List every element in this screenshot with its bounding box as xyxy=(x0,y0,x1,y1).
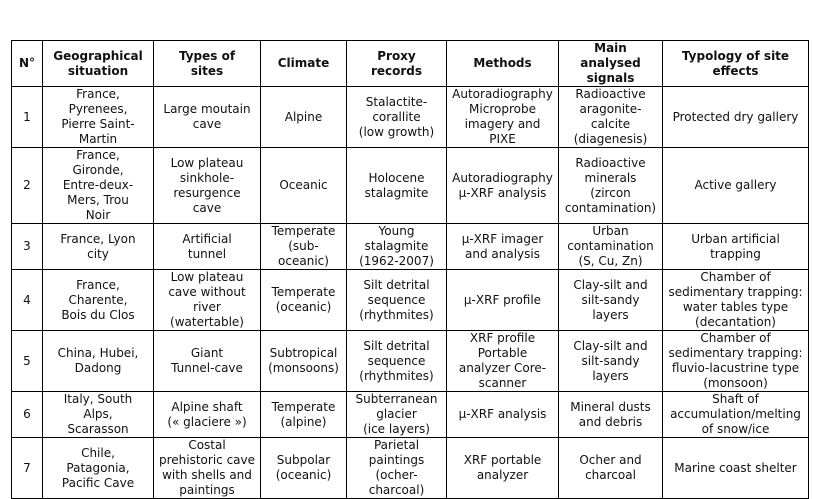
cell-number: 4 xyxy=(12,270,43,331)
cell-main-analysed-signals: Radioactive aragonite- calcite (diagenesis) xyxy=(559,87,663,148)
cell-methods: μ-XRF imager and analysis xyxy=(447,224,559,270)
cell-type-of-site: Low plateau cave without river (watertable) xyxy=(154,270,261,331)
cell-main-analysed-signals: Ocher and charcoal xyxy=(559,438,663,499)
table-row xyxy=(12,270,809,331)
cell-typology-of-site-effects: Chamber of sedimentary trapping: water tables type (decantation) xyxy=(663,270,809,331)
cell-type-of-site: Low plateau sinkhole- resurgence cave xyxy=(154,148,261,224)
cell-main-analysed-signals: Mineral dusts and debris xyxy=(559,392,663,438)
table-row xyxy=(12,148,809,224)
cell-number: 7 xyxy=(12,438,43,499)
header-climate: Climate xyxy=(261,41,347,87)
cell-number: 6 xyxy=(12,392,43,438)
cell-proxy-records: Parietal paintings (ocher- charcoal) xyxy=(347,438,447,499)
cell-number: 1 xyxy=(12,87,43,148)
cell-climate: Oceanic xyxy=(261,148,347,224)
header-geographical-situation: Geographical situation xyxy=(43,41,154,87)
cell-number: 3 xyxy=(12,224,43,270)
cell-number: 5 xyxy=(12,331,43,392)
cell-geographical-situation: France, Charente, Bois du Clos xyxy=(43,270,154,331)
header-proxy-records: Proxy records xyxy=(347,41,447,87)
header-types-of-sites: Types of sites xyxy=(154,41,261,87)
cell-methods: Autoradiography Microprobe imagery and PIXE xyxy=(447,87,559,148)
cell-type-of-site: Giant Tunnel-cave xyxy=(154,331,261,392)
table-container xyxy=(11,40,808,499)
cell-typology-of-site-effects: Protected dry gallery xyxy=(663,87,809,148)
cell-proxy-records: Silt detrital sequence (rhythmites) xyxy=(347,331,447,392)
cell-type-of-site: Large moutain cave xyxy=(154,87,261,148)
cell-typology-of-site-effects: Shaft of accumulation/melting of snow/ice xyxy=(663,392,809,438)
cell-typology-of-site-effects: Marine coast shelter xyxy=(663,438,809,499)
cell-geographical-situation: Italy, South Alps, Scarasson xyxy=(43,392,154,438)
cell-methods: μ-XRF analysis xyxy=(447,392,559,438)
cell-climate: Temperate (alpine) xyxy=(261,392,347,438)
cell-main-analysed-signals: Clay-silt and silt-sandy layers xyxy=(559,270,663,331)
cell-geographical-situation: France, Gironde, Entre-deux- Mers, Trou Noir xyxy=(43,148,154,224)
table-row xyxy=(12,438,809,499)
cell-number: 2 xyxy=(12,148,43,224)
cell-geographical-situation: France, Lyon city xyxy=(43,224,154,270)
site-effects-table xyxy=(11,40,809,499)
header-main-analysed-signals: Main analysed signals xyxy=(559,41,663,87)
header-number: N° xyxy=(12,41,43,87)
cell-climate: Temperate (sub- oceanic) xyxy=(261,224,347,270)
table-row xyxy=(12,392,809,438)
table-row xyxy=(12,87,809,148)
cell-geographical-situation: China, Hubei, Dadong xyxy=(43,331,154,392)
cell-type-of-site: Alpine shaft (« glaciere ») xyxy=(154,392,261,438)
cell-main-analysed-signals: Clay-silt and silt-sandy layers xyxy=(559,331,663,392)
header-row xyxy=(12,41,809,87)
cell-proxy-records: Young stalagmite (1962-2007) xyxy=(347,224,447,270)
cell-geographical-situation: Chile, Patagonia, Pacific Cave xyxy=(43,438,154,499)
cell-typology-of-site-effects: Chamber of sedimentary trapping: fluvio-lacustrine type (monsoon) xyxy=(663,331,809,392)
cell-methods: XRF profile Portable analyzer Core- scanner xyxy=(447,331,559,392)
cell-geographical-situation: France, Pyrenees, Pierre Saint- Martin xyxy=(43,87,154,148)
table-row xyxy=(12,331,809,392)
cell-methods: XRF portable analyzer xyxy=(447,438,559,499)
header-typology-of-site-effects: Typology of site effects xyxy=(663,41,809,87)
cell-climate: Subpolar (oceanic) xyxy=(261,438,347,499)
cell-proxy-records: Holocene stalagmite xyxy=(347,148,447,224)
header-methods: Methods xyxy=(447,41,559,87)
cell-type-of-site: Costal prehistoric cave with shells and paintings xyxy=(154,438,261,499)
cell-main-analysed-signals: Radioactive minerals (zircon contamination) xyxy=(559,148,663,224)
cell-typology-of-site-effects: Urban artificial trapping xyxy=(663,224,809,270)
cell-climate: Subtropical (monsoons) xyxy=(261,331,347,392)
cell-type-of-site: Artificial tunnel xyxy=(154,224,261,270)
cell-methods: μ-XRF profile xyxy=(447,270,559,331)
table-row xyxy=(12,224,809,270)
cell-proxy-records: Silt detrital sequence (rhythmites) xyxy=(347,270,447,331)
cell-proxy-records: Stalactite- corallite (low growth) xyxy=(347,87,447,148)
cell-proxy-records: Subterranean glacier (ice layers) xyxy=(347,392,447,438)
cell-main-analysed-signals: Urban contamination (S, Cu, Zn) xyxy=(559,224,663,270)
cell-typology-of-site-effects: Active gallery xyxy=(663,148,809,224)
cell-methods: Autoradiography μ-XRF analysis xyxy=(447,148,559,224)
cell-climate: Temperate (oceanic) xyxy=(261,270,347,331)
cell-climate: Alpine xyxy=(261,87,347,148)
